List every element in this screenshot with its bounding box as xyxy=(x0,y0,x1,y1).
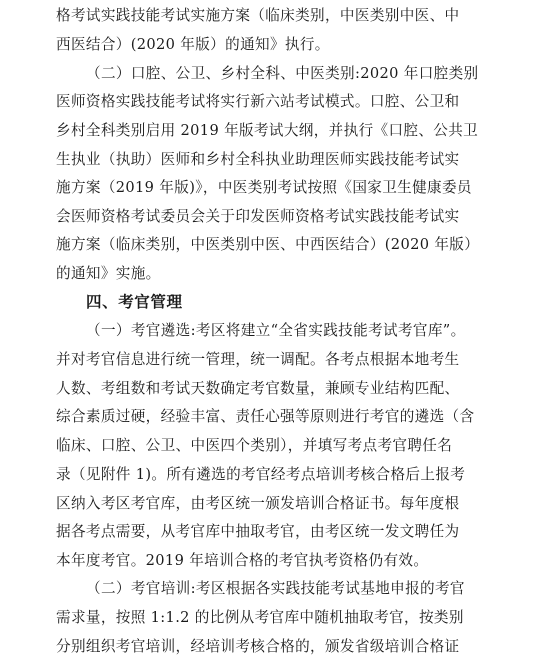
body-text-line: 录（见附件 1)。所有遴选的考官经考点培训考核合格后上报考 xyxy=(56,466,466,483)
body-text-line: 西医结合）(2020 年版）的通知》执行。 xyxy=(56,36,330,53)
subsection-heading-line: （二）考官培训:考区根据各实践技能考试基地申报的考官 xyxy=(86,580,465,597)
subsection-heading-line: （一）考官遴选:考区将建立“全省实践技能考试考官库”。 xyxy=(86,322,466,339)
body-text-line: 乡村全科类别启用 2019 年版考试大纲，并执行《口腔、公共卫 xyxy=(56,122,479,139)
body-text-line: 本年度考官。2019 年培训合格的考官执考资格仍有效。 xyxy=(56,552,429,569)
body-text-line: 人数、考组数和考试天数确定考官数量，兼顾专业结构匹配、 xyxy=(56,380,460,397)
body-text-line: 需求量，按照 1:1.2 的比例从考官库中随机抽取考官，按类别 xyxy=(56,609,464,626)
body-text-line: 据各考点需要，从考官库中抽取考官，由考区统一发文聘任为 xyxy=(56,523,460,540)
body-text-line: 的通知》实施。 xyxy=(56,265,161,282)
body-text-line: 医师资格实践技能考试将实行新六站考试模式。口腔、公卫和 xyxy=(56,93,460,110)
body-text-line: 临床、口腔、公卫、中医四个类别），并填写考点考官聘任名 xyxy=(56,437,453,454)
body-text-line: 格考试实践技能考试实施方案（临床类别，中医类别中医、中 xyxy=(56,7,460,24)
body-text-line: 生执业（执助）医师和乡村全科执业助理医师实践技能考试实 xyxy=(56,151,460,168)
body-text-line: 会医师资格考试委员会关于印发医师资格考试实践技能考试实 xyxy=(56,208,460,225)
body-text-line: 分别组织考官培训，经培训考核合格的，颁发省级培训合格证 xyxy=(56,638,460,655)
body-text-line: 并对考官信息进行统一管理，统一调配。各考点根据本地考生 xyxy=(56,351,460,368)
body-text-line: 施方案（2019 年版)》，中医类别考试按照《国家卫生健康委员 xyxy=(56,179,472,196)
body-text-line: 综合素质过硬，经验丰富、责任心强等原则进行考官的遴选（含 xyxy=(56,408,475,425)
subsection-heading-line: （二）口腔、公卫、乡村全科、中医类别:2020 年口腔类别 xyxy=(86,65,479,82)
section-heading: 四、考官管理 xyxy=(86,293,183,311)
body-text-line: 施方案（临床类别，中医类别中医、中西医结合）(2020 年版） xyxy=(56,236,480,253)
body-text-line: 区纳入考区考官库，由考区统一颁发培训合格证书。每年度根 xyxy=(56,495,460,512)
